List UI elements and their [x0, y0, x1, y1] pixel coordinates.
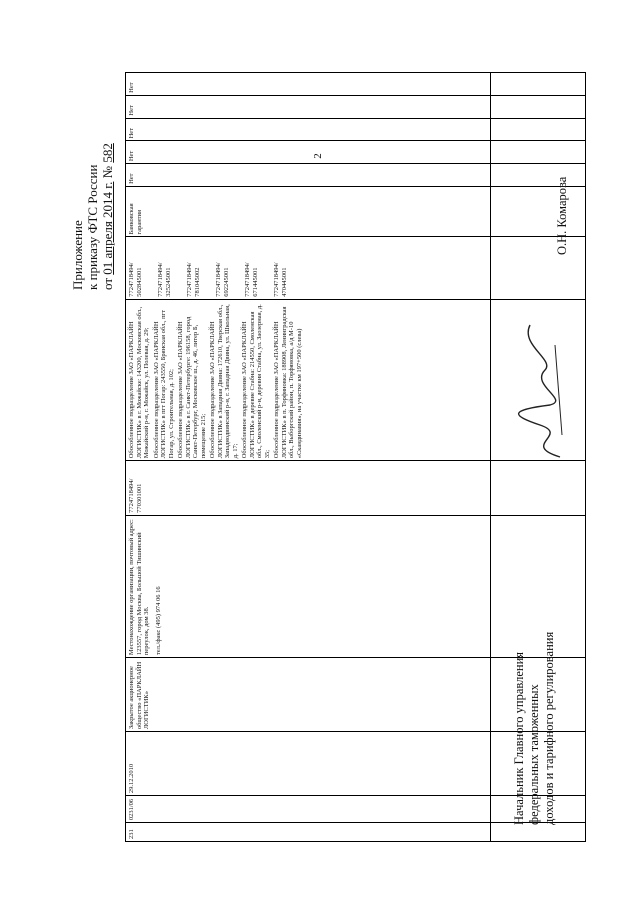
registry-code: 0231/06: [126, 796, 491, 823]
division-inn: 7724718494/ 671445001: [244, 262, 259, 297]
order-date-line: [100, 30, 115, 290]
organization-location: [126, 515, 491, 657]
flag-cell: Нет: [126, 118, 491, 141]
guarantee-type: Банковская гарантия: [126, 186, 491, 237]
order-reference: к приказу ФТС России: [85, 164, 100, 290]
division-item: Обособленное подразделение ЗАО «ПАРКЛАЙН ЛОГИСТИК» в г. Можайске: 143200, Московская обл., Можайский р-н, г. Можайск, ул. Полевая, д. 29;: [128, 306, 150, 459]
row-index: 231: [126, 823, 491, 842]
empty-cell: [491, 461, 586, 516]
division-inns-cell: [126, 237, 491, 299]
organization-name: Закрытое акционерное общество «ПАРКЛАЙН ЛОГИСТИК»: [126, 658, 491, 732]
signatory-title-line: федеральных таможенных: [527, 684, 541, 825]
division-inn: 7724718494/ 692245001: [215, 262, 230, 297]
empty-cell: [491, 823, 586, 842]
division-item: Обособленное подразделение ЗАО «ПАРКЛАЙН ЛОГИСТИК» в пгт Погар: 243550, Брянская обл., пгт Погар, ул. Строительная, д. 102;: [152, 309, 175, 459]
division-inn: 7724718494/ 325245001: [157, 262, 172, 297]
empty-cell: [491, 141, 586, 164]
empty-cell: [491, 164, 586, 187]
signatory-title: [512, 595, 557, 825]
flag-cell: Нет: [126, 141, 491, 164]
division-item: Обособленное подразделение ЗАО «ПАРКЛАЙН ЛОГИСТИК» в Западная Двина: 172610, Тверская обл., Западнодвинский р-н, г. Западная Двина, ул. Школьная, д. 17;: [209, 304, 239, 459]
empty-cell: [491, 118, 586, 141]
organization-inn: 7724718494/ 770301001: [126, 461, 491, 516]
flag-cell: Нет: [126, 95, 491, 118]
registration-date: 29.12.2010: [126, 732, 491, 796]
location-address: Местонахождение организации, почтовый адрес: 123557, город Москва, Большой Тишинский переулок, дом 38.: [128, 519, 150, 656]
division-inn: 7724718494/ 502845001: [128, 262, 143, 297]
date-prefix: от: [100, 277, 115, 290]
empty-cell: [491, 237, 586, 299]
appendix-header: [70, 30, 115, 290]
order-number: 582: [100, 143, 115, 163]
empty-cell: [491, 95, 586, 118]
location-phone: тел./факс (495) 974 06 16: [154, 586, 162, 656]
table-row: [126, 73, 491, 842]
empty-cell: [491, 73, 586, 96]
signatory-title-line: доходов и тарифного регулирования: [542, 631, 556, 825]
division-item: Обособленное подразделение ЗАО «ПАРКЛАЙН ЛОГИСТИК» в деревне Стабна: 214550, Смоленская обл., Смоленский р-н, деревня Стабна, ул. Заозерная, д. 35;: [241, 304, 271, 459]
number-prefix: №: [100, 165, 115, 179]
signatory-title-line: Начальник Главного управления: [512, 651, 526, 825]
division-inn: 7724718494/ 781045002: [186, 262, 201, 297]
divisions-cell: [126, 299, 491, 461]
flag-cell: Нет: [126, 73, 491, 96]
division-item: Обособленное подразделение ЗАО «ПАРКЛАЙН ЛОГИСТИК» в п. Торфяновка: 188908, Ленинградская обл., Выборгский район, п. Торфяновка, а/д М-10 «Скандинавия», на участке км 197+500 (слева): [273, 306, 303, 459]
division-item: Обособленное подразделение ЗАО «ПАРКЛАЙН ЛОГИСТИК» в г. Санкт-Петербурге: 196158, город Санкт-Петербург, Московское ш., д. 46, литер Б, помещение 215;: [177, 316, 207, 459]
flag-cell: Нет: [126, 164, 491, 187]
appendix-title: Приложение: [70, 220, 85, 290]
page-number: 2: [312, 153, 324, 159]
division-inn: 7724718494/ 470445001: [273, 262, 288, 297]
empty-cell: [491, 186, 586, 237]
handwritten-signature: [500, 315, 580, 465]
order-date: 01 апреля 2014 г.: [100, 181, 115, 275]
signatory-name: О.Н. Комарова: [555, 176, 569, 255]
